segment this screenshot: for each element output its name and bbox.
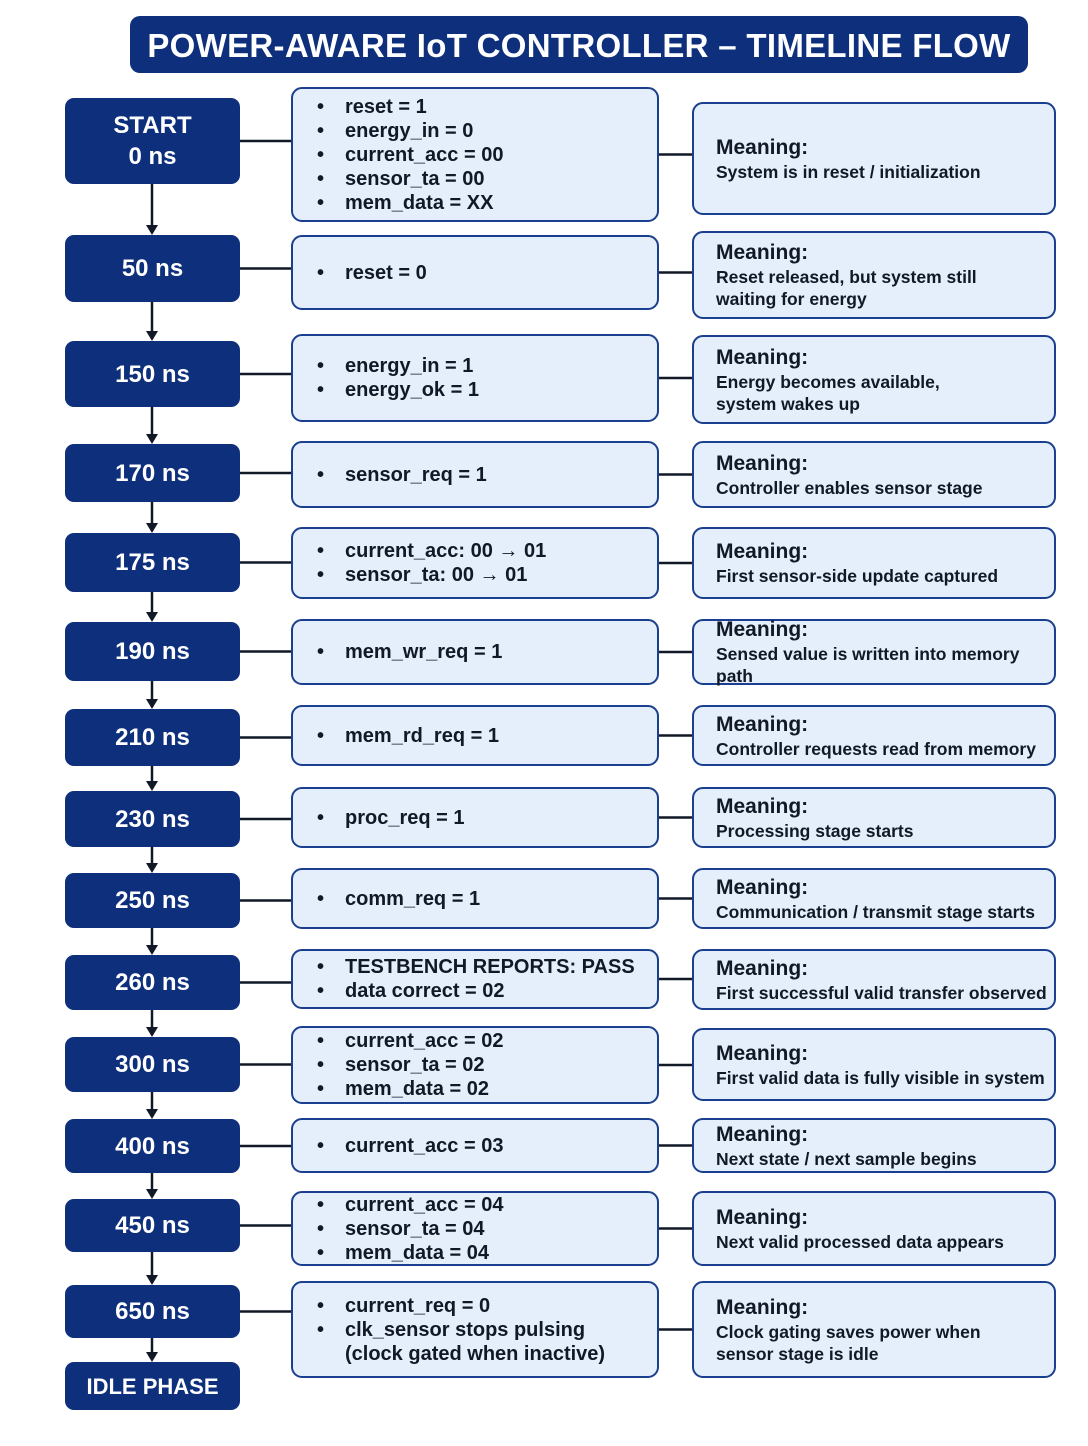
meaning-text: Controller enables sensor stage xyxy=(716,477,983,498)
signal-box xyxy=(291,87,659,222)
meaning-text: Communication / transmit stage starts xyxy=(716,901,1035,922)
time-label: 650 ns xyxy=(115,1298,190,1325)
meaning-text: First sensor-side update captured xyxy=(716,566,999,586)
meaning-heading: Meaning: xyxy=(716,712,809,736)
meaning-heading: Meaning: xyxy=(716,540,809,563)
meaning-heading: Meaning: xyxy=(716,451,809,475)
time-box xyxy=(65,1119,240,1173)
signal-box xyxy=(291,334,659,422)
down-arrow-head xyxy=(146,523,158,533)
time-box xyxy=(65,1199,240,1252)
signal-item: • reset = 0 xyxy=(317,261,427,285)
signal-item: • TESTBENCH REPORTS: PASS xyxy=(317,955,635,979)
time-box xyxy=(65,341,240,407)
meaning-text: Next valid processed data appears xyxy=(716,1231,1004,1252)
meaning-box xyxy=(692,231,1056,319)
meaning-heading: Meaning: xyxy=(716,875,809,899)
down-arrow-head xyxy=(146,225,158,235)
meaning-box xyxy=(692,619,1056,685)
signal-box xyxy=(291,1281,659,1378)
signal-box xyxy=(291,235,659,310)
meaning-box xyxy=(692,705,1056,766)
signal-item: • current_acc = 02 xyxy=(317,1029,503,1053)
meaning-box xyxy=(692,1191,1056,1266)
meaning-heading: Meaning: xyxy=(716,1295,809,1319)
down-arrow-head xyxy=(146,612,158,622)
meaning-text: Energy becomes available, xyxy=(716,371,940,392)
signal-item: • comm_req = 1 xyxy=(317,887,480,911)
time-label: 300 ns xyxy=(115,1051,190,1078)
meaning-text: Controller requests read from memory xyxy=(716,738,1036,759)
signal-item: • mem_data = 02 xyxy=(317,1077,503,1101)
signal-box xyxy=(291,1118,659,1173)
time-label: 210 ns xyxy=(115,724,190,751)
down-arrow-head xyxy=(146,781,158,791)
meaning-text: Next state / next sample begins xyxy=(716,1148,977,1169)
signal-item: • current_acc: 00 → 01 xyxy=(317,539,546,563)
signal-item: • mem_rd_req = 1 xyxy=(317,724,499,748)
down-arrow-head xyxy=(146,1027,158,1037)
signal-box xyxy=(291,527,659,599)
meaning-text: system wakes up xyxy=(716,393,860,414)
signal-item: • energy_in = 1 xyxy=(317,354,479,378)
signal-box xyxy=(291,868,659,929)
meaning-heading: Meaning: xyxy=(716,956,809,980)
time-label: 450 ns xyxy=(115,1212,190,1239)
signal-item: • current_acc = 04 xyxy=(317,1193,503,1217)
meaning-heading: Meaning: xyxy=(716,1122,809,1146)
signal-item: • current_acc = 03 xyxy=(317,1134,503,1158)
signal-item: • clk_sensor stops pulsing xyxy=(317,1318,605,1342)
time-box xyxy=(65,235,240,302)
meaning-text: Reset released, but system still xyxy=(716,267,977,287)
meaning-box xyxy=(692,441,1056,508)
signal-item: • sensor_ta = 02 xyxy=(317,1053,503,1077)
time-label: 0 ns xyxy=(128,143,177,170)
signal-box xyxy=(291,787,659,848)
meaning-box xyxy=(692,787,1056,848)
meaning-heading: Meaning: xyxy=(716,618,809,641)
signal-item: (clock gated when inactive) xyxy=(345,1342,606,1365)
idle-phase-box xyxy=(65,1362,240,1410)
time-label: 150 ns xyxy=(115,360,190,388)
down-arrow-head xyxy=(146,1109,158,1119)
signal-box xyxy=(291,1026,659,1104)
meaning-text: First valid data is fully visible in system xyxy=(716,1067,1045,1088)
time-box xyxy=(65,533,240,592)
signal-box xyxy=(291,619,659,685)
signal-item: • sensor_req = 1 xyxy=(317,463,487,487)
signal-item: • mem_wr_req = 1 xyxy=(317,640,502,664)
idle-phase-label: IDLE PHASE xyxy=(86,1373,219,1399)
time-box xyxy=(65,873,240,928)
signal-item: • mem_data = XX xyxy=(317,191,503,215)
meaning-heading: Meaning: xyxy=(716,135,809,159)
down-arrow-head xyxy=(146,1189,158,1199)
signal-item: • current_acc = 00 xyxy=(317,143,503,167)
meaning-text: waiting for energy xyxy=(716,289,867,309)
time-box xyxy=(65,791,240,847)
meaning-text: Processing stage starts xyxy=(716,820,914,841)
time-label: 170 ns xyxy=(115,459,190,487)
signal-item: • energy_ok = 1 xyxy=(317,378,479,402)
time-label: 250 ns xyxy=(115,887,190,914)
time-box xyxy=(65,709,240,766)
meaning-text: System is in reset / initialization xyxy=(716,161,981,182)
signal-box xyxy=(291,441,659,508)
meaning-heading: Meaning: xyxy=(716,794,809,818)
meaning-heading: Meaning: xyxy=(716,241,809,264)
signal-box xyxy=(291,705,659,766)
time-label: 400 ns xyxy=(115,1132,190,1160)
down-arrow-head xyxy=(146,945,158,955)
time-label: 190 ns xyxy=(115,638,190,665)
time-label: 260 ns xyxy=(115,969,190,996)
time-box xyxy=(65,622,240,681)
time-label: 175 ns xyxy=(115,549,190,576)
signal-item: • sensor_ta = 00 xyxy=(317,167,503,191)
meaning-box xyxy=(692,1028,1056,1101)
down-arrow-head xyxy=(146,863,158,873)
time-box xyxy=(65,1285,240,1338)
meaning-text: First successful valid transfer observed xyxy=(716,982,1047,1003)
time-label: 50 ns xyxy=(121,255,184,282)
signal-box xyxy=(291,949,659,1009)
meaning-heading: Meaning: xyxy=(716,1205,809,1229)
time-box xyxy=(65,444,240,502)
down-arrow-head xyxy=(146,1275,158,1285)
time-box xyxy=(65,1037,240,1092)
down-arrow-head xyxy=(146,699,158,709)
meaning-text: Sensed value is written into memory path xyxy=(716,644,1020,686)
meaning-text: sensor stage is idle xyxy=(716,1343,879,1364)
meaning-box xyxy=(692,527,1056,599)
down-arrow-head xyxy=(146,434,158,444)
signal-item: • data correct = 02 xyxy=(317,979,635,1003)
down-arrow-head xyxy=(146,1352,158,1362)
signal-item: • mem_data = 04 xyxy=(317,1241,503,1265)
meaning-heading: Meaning: xyxy=(716,1041,809,1065)
meaning-box xyxy=(692,102,1056,215)
signal-item: • energy_in = 0 xyxy=(317,119,503,143)
time-label: 230 ns xyxy=(115,805,190,833)
meaning-box xyxy=(692,1281,1056,1378)
signal-item: • reset = 1 xyxy=(317,95,503,119)
meaning-box xyxy=(692,335,1056,424)
signal-box xyxy=(291,1191,659,1266)
meaning-box xyxy=(692,868,1056,929)
meaning-box xyxy=(692,949,1056,1010)
page-title: POWER-AWARE IoT CONTROLLER – TIMELINE FLOW xyxy=(130,16,1028,73)
signal-item: • proc_req = 1 xyxy=(317,806,465,830)
meaning-box xyxy=(692,1118,1056,1173)
time-box xyxy=(65,955,240,1010)
time-label: START xyxy=(113,112,192,139)
signal-item: • sensor_ta: 00 → 01 xyxy=(317,563,546,587)
meaning-text: Clock gating saves power when xyxy=(716,1321,981,1342)
signal-item: • sensor_ta = 04 xyxy=(317,1217,503,1241)
signal-item: • current_req = 0 xyxy=(317,1294,605,1318)
meaning-heading: Meaning: xyxy=(716,345,809,369)
down-arrow-head xyxy=(146,331,158,341)
time-box xyxy=(65,98,240,184)
